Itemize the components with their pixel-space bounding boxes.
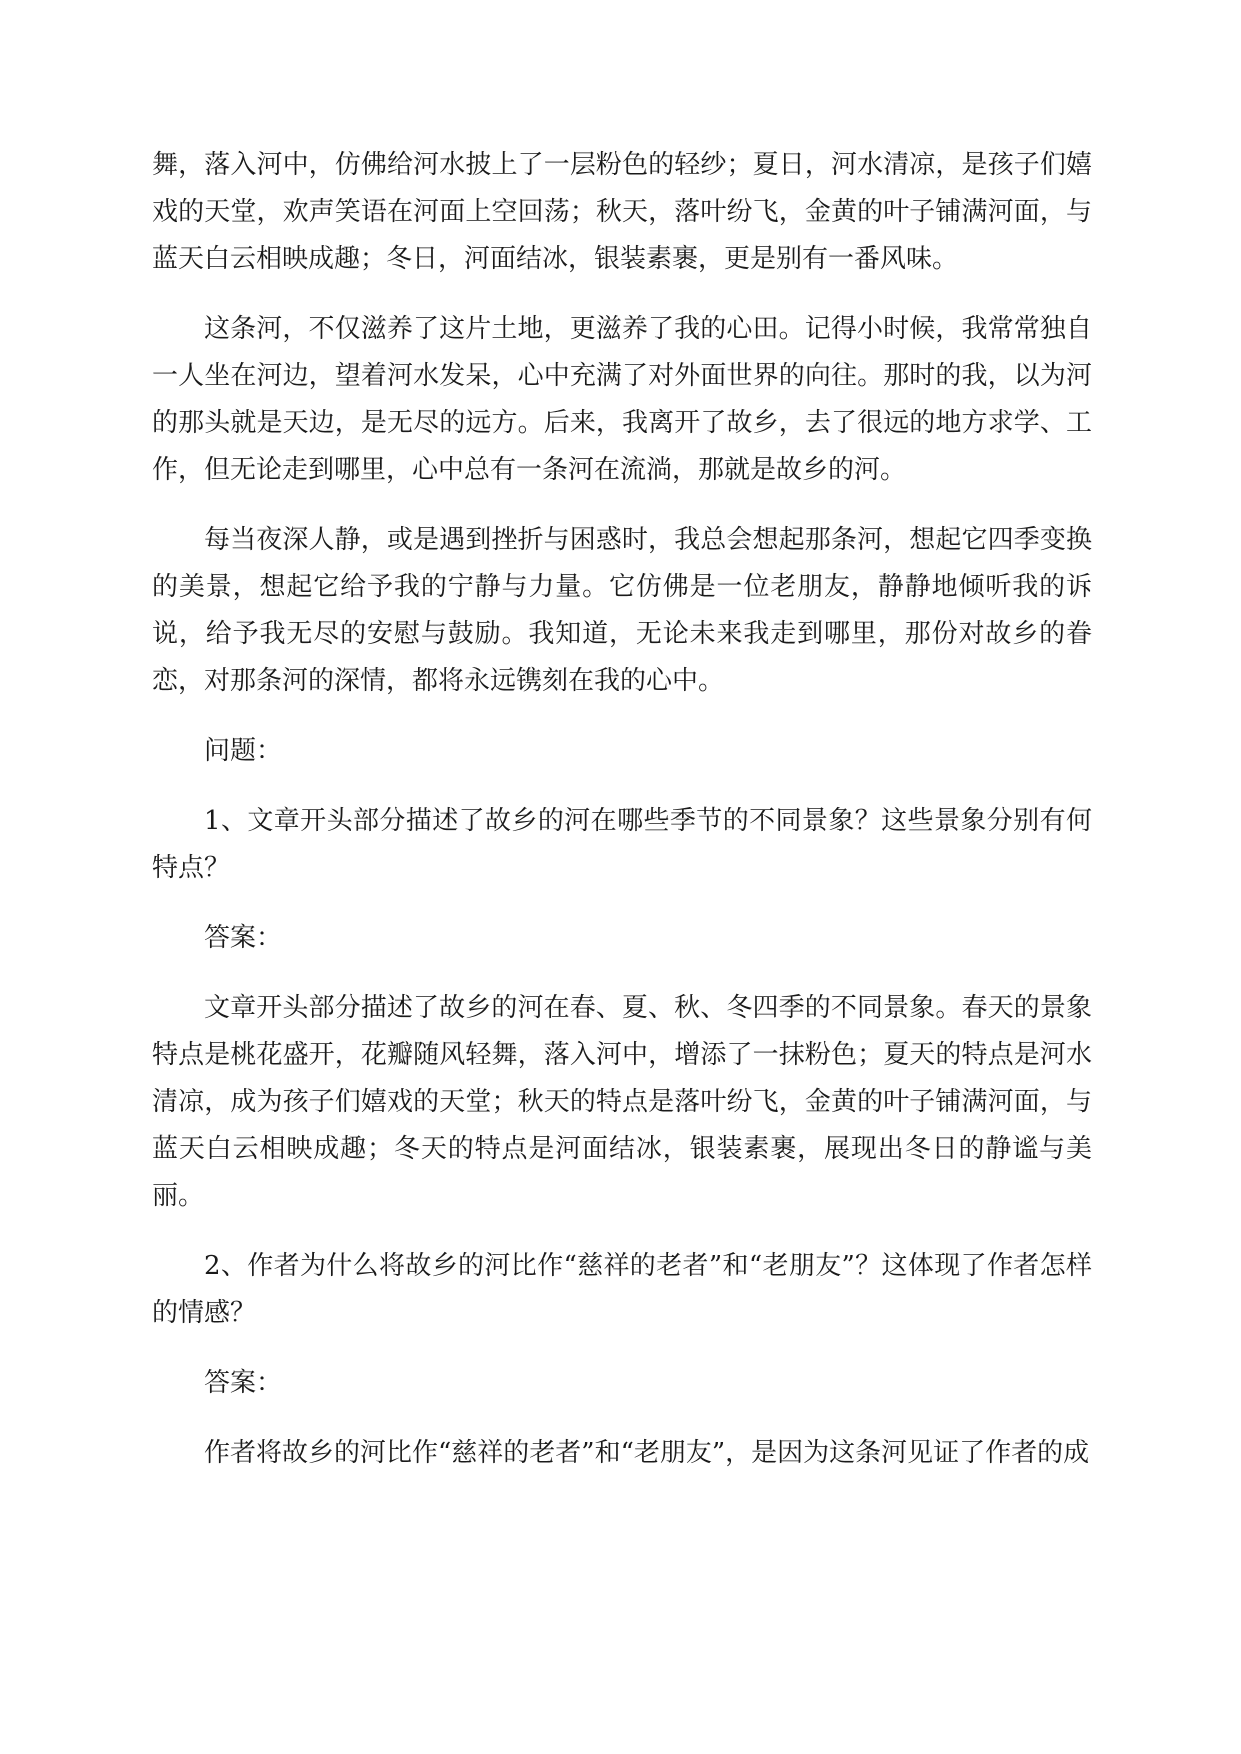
document-body — [152, 142, 1092, 1500]
answer-1-text: 文章开头部分描述了故乡的河在春、夏、秋、冬四季的不同景象。春天的景象特点是桃花盛开，花瓣随风轻舞，落入河中，增添了一抹粉色；夏天的特点是河水清凉，成为孩子们嬉戏的天堂；秋天的特点是落叶纷飞，金黄的叶子铺满河面，与蓝天白云相映成趣；冬天的特点是河面结冰，银装素裹，展现出冬日的静谧与美丽。 — [152, 993, 1092, 1211]
answer-1-label: 答案： — [204, 923, 283, 953]
question-2: 2、作者为什么将故乡的河比作“慈祥的老者”和“老朋友”？这体现了作者怎样的情感？ — [152, 1251, 1092, 1328]
answer-2-text: 作者将故乡的河比作“慈祥的老者”和“老朋友”，是因为这条河见证了作者的成 — [204, 1438, 1090, 1468]
answer-2-label: 答案： — [204, 1368, 283, 1398]
question-1: 1、文章开头部分描述了故乡的河在哪些季节的不同景象？这些景象分别有何特点？ — [152, 806, 1092, 883]
paragraph-night-memories: 每当夜深人静，或是遇到挫折与困惑时，我总会想起那条河，想起它四季变换的美景，想起它给予我的宁静与力量。它仿佛是一位老朋友，静静地倾听我的诉说，给予我无尽的安慰与鼓励。我知道，无论未来我走到哪里，那份对故乡的眷恋，对那条河的深情，都将永远镌刻在我的心中。 — [152, 525, 1092, 696]
paragraph-river-nourishment: 这条河，不仅滋养了这片土地，更滋养了我的心田。记得小时候，我常常独自一人坐在河边，望着河水发呆，心中充满了对外面世界的向往。那时的我，以为河的那头就是天边，是无尽的远方。后来，我离开了故乡，去了很远的地方求学、工作，但无论走到哪里，心中总有一条河在流淌，那就是故乡的河。 — [152, 314, 1092, 485]
questions-heading: 问题： — [204, 736, 283, 766]
paragraph-seasons-continued: 舞，落入河中，仿佛给河水披上了一层粉色的轻纱；夏日，河水清凉，是孩子们嬉戏的天堂，欢声笑语在河面上空回荡；秋天，落叶纷飞，金黄的叶子铺满河面，与蓝天白云相映成趣；冬日，河面结冰，银装素裹，更是别有一番风味。 — [152, 150, 1092, 274]
